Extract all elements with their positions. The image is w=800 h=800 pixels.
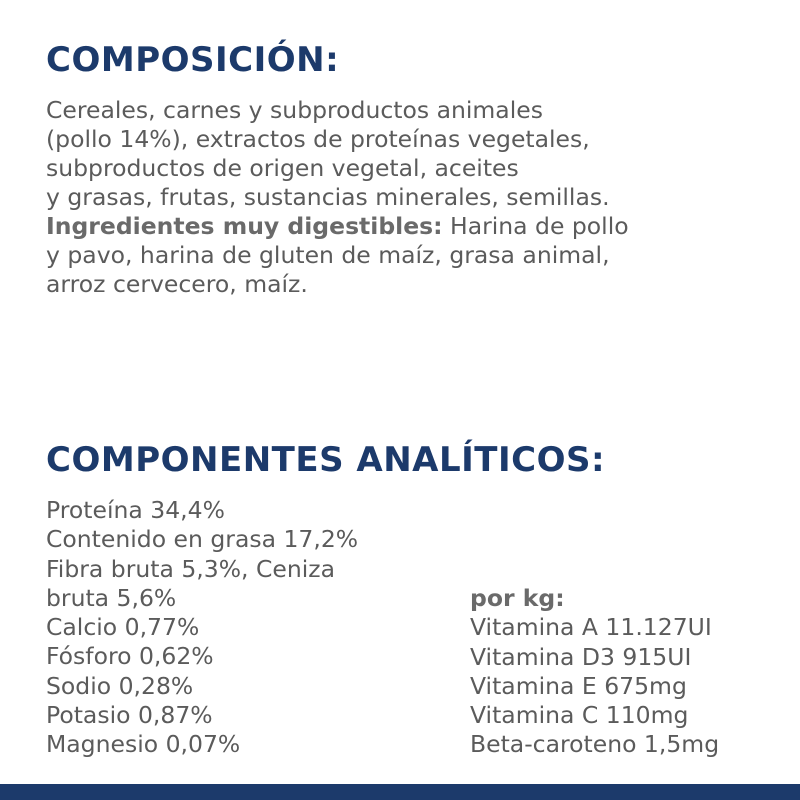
ingredients-line [46, 212, 766, 241]
composicion-text [46, 96, 766, 299]
per-kg-label: por kg: [470, 584, 565, 612]
composicion-line: (pollo 14%), extractos de proteínas vegetales, [46, 125, 590, 153]
list-item: Vitamina C 110mg [470, 701, 689, 730]
list-item: Proteína 34,4% [46, 496, 225, 524]
list-item: Vitamina E 675mg [470, 671, 687, 700]
list-item: Beta-caroteno 1,5mg [470, 730, 720, 759]
composicion-heading: COMPOSICIÓN: [46, 40, 340, 80]
list-item: Fibra bruta 5,3%, Ceniza [46, 554, 336, 583]
composicion-line: Cereales, carnes y subproductos animales [46, 96, 543, 124]
analytic-components-list [46, 496, 358, 760]
list-item: Magnesio 0,07% [46, 730, 241, 759]
footer-bar [0, 784, 800, 800]
analiticos-heading: COMPONENTES ANALÍTICOS: [46, 440, 606, 480]
ingredients-text: Harina de pollo [442, 212, 629, 240]
list-item: bruta 5,6% [46, 583, 177, 612]
list-item: Sodio 0,28% [46, 671, 194, 700]
ingredients-line: arroz cervecero, maíz. [46, 270, 308, 298]
list-item: Fósforo 0,62% [46, 642, 214, 671]
list-item: Vitamina D3 915UI [470, 642, 692, 671]
composicion-line: y grasas, frutas, sustancias minerales, semillas. [46, 183, 610, 211]
list-item: Potasio 0,87% [46, 701, 213, 730]
vitamins-list [470, 584, 719, 760]
list-item: Calcio 0,77% [46, 613, 200, 642]
composicion-line: subproductos de origen vegetal, aceites [46, 154, 519, 182]
ingredients-line: y pavo, harina de gluten de maíz, grasa animal, [46, 241, 610, 269]
list-item: Vitamina A 11.127UI [470, 613, 712, 642]
ingredients-label: Ingredientes muy digestibles: [46, 212, 443, 240]
list-item: Contenido en grasa 17,2% [46, 525, 359, 554]
